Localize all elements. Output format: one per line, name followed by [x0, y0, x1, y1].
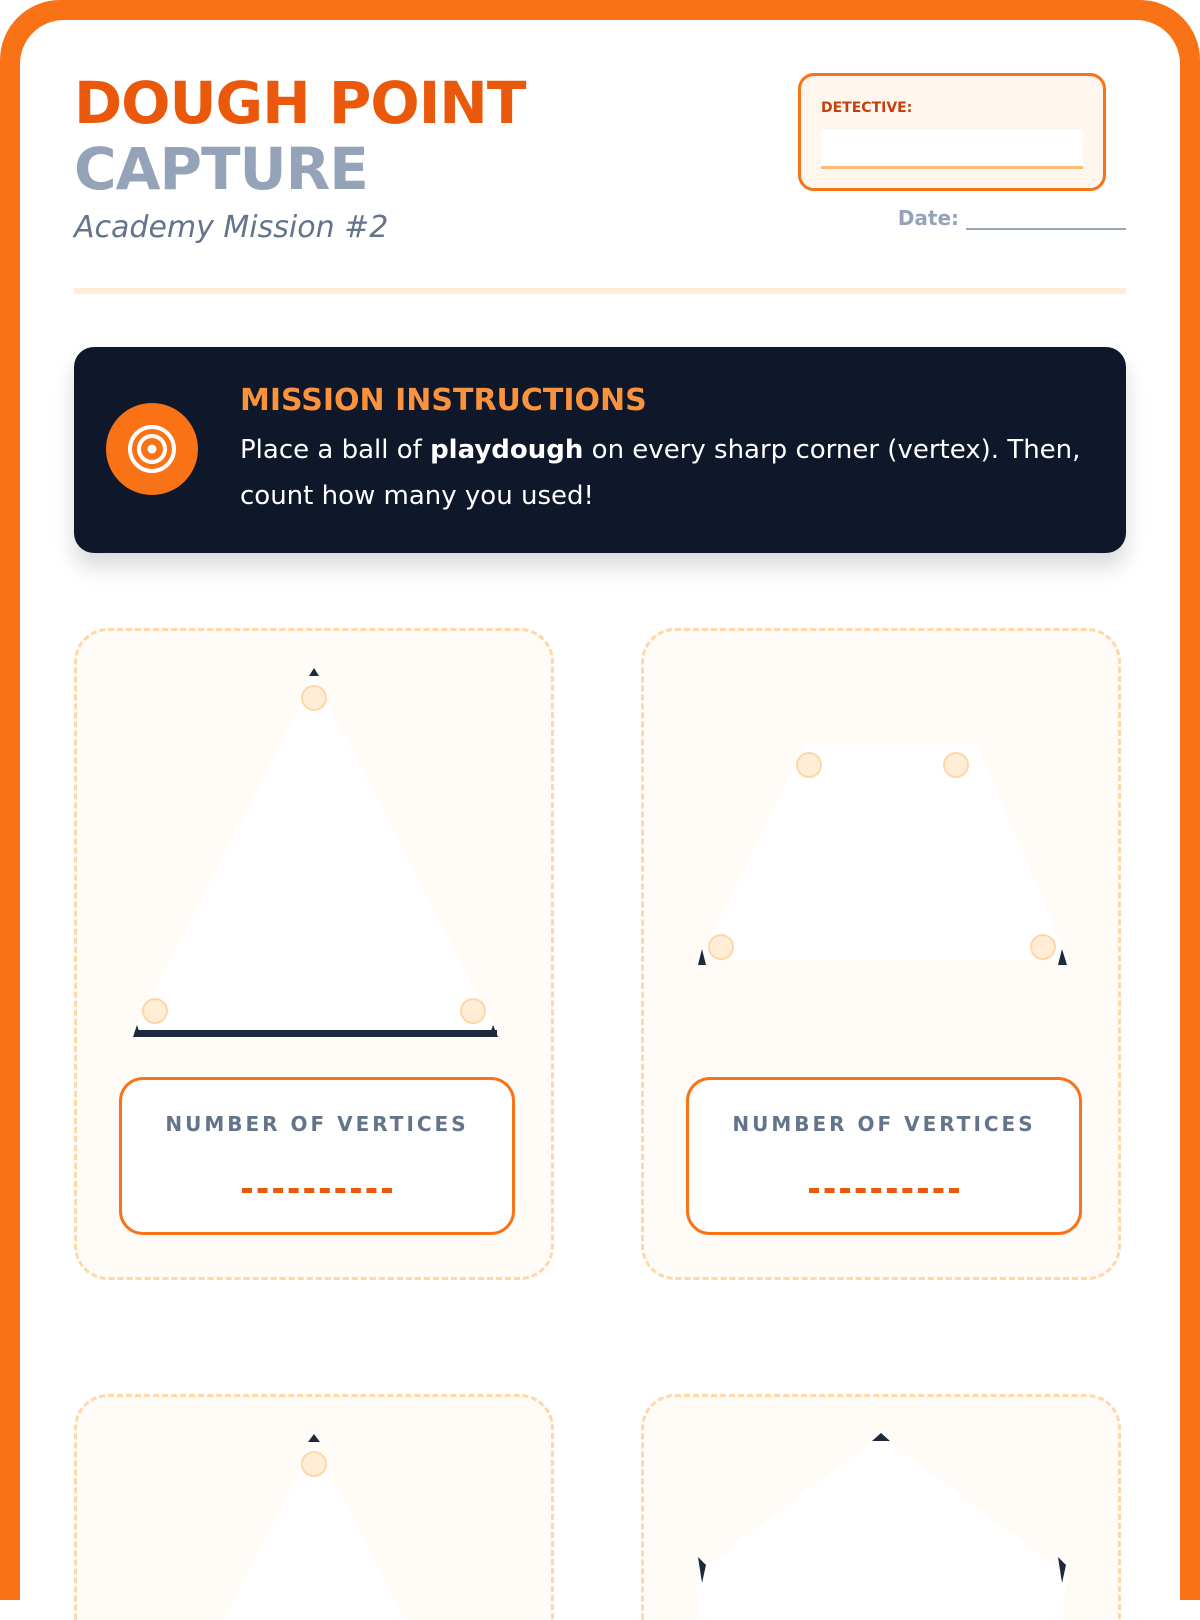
- shape-card-triangle: [74, 1394, 554, 1620]
- pentagon-shape: [644, 1397, 1124, 1620]
- mission-subtitle: Academy Mission #2: [74, 210, 389, 245]
- dough-marker: [797, 753, 821, 777]
- shape-card-triangle: [74, 628, 554, 1280]
- dough-marker: [944, 753, 968, 777]
- shape-card-trapezoid: [641, 628, 1121, 1280]
- instructions-text-end: on every sharp corner (vertex). Then, count how many you used!: [240, 435, 1081, 511]
- dough-marker: [143, 999, 167, 1023]
- vertex-count-answer-box[interactable]: [119, 1077, 515, 1235]
- instructions-text-bold: playdough: [430, 435, 584, 465]
- shape-card-pentagon: [641, 1394, 1121, 1620]
- dough-marker: [709, 935, 733, 959]
- vertex-count-label: NUMBER OF VERTICES: [732, 1112, 1036, 1136]
- date-field[interactable]: Date: ________________: [897, 206, 1126, 230]
- instructions-title: MISSION INSTRUCTIONS: [240, 383, 647, 418]
- header-divider: [74, 288, 1126, 294]
- title-line-1: DOUGH POINT: [74, 69, 526, 137]
- instructions-text-start: Place a ball of: [240, 435, 431, 465]
- dough-marker: [1031, 935, 1055, 959]
- detective-label: DETECTIVE:: [821, 100, 913, 116]
- target-icon: [106, 403, 198, 495]
- mission-instructions-panel: [74, 347, 1126, 553]
- trapezoid-shape: [644, 631, 1124, 1071]
- triangle-shape: [77, 631, 557, 1071]
- instructions-text: [240, 427, 1106, 519]
- target-icon-graphic: [126, 423, 178, 475]
- worksheet: [20, 20, 1180, 1620]
- vertex-count-blank[interactable]: [809, 1188, 959, 1193]
- detective-name-input[interactable]: [821, 130, 1083, 169]
- vertex-count-label: NUMBER OF VERTICES: [165, 1112, 469, 1136]
- dough-marker: [461, 999, 485, 1023]
- dough-marker: [302, 1452, 326, 1476]
- detective-name-box: [798, 73, 1106, 191]
- title-line-2: CAPTURE: [74, 135, 368, 203]
- dough-marker: [302, 686, 326, 710]
- vertex-count-blank[interactable]: [242, 1188, 392, 1193]
- vertex-count-answer-box[interactable]: [686, 1077, 1082, 1235]
- triangle-shape: [77, 1397, 557, 1620]
